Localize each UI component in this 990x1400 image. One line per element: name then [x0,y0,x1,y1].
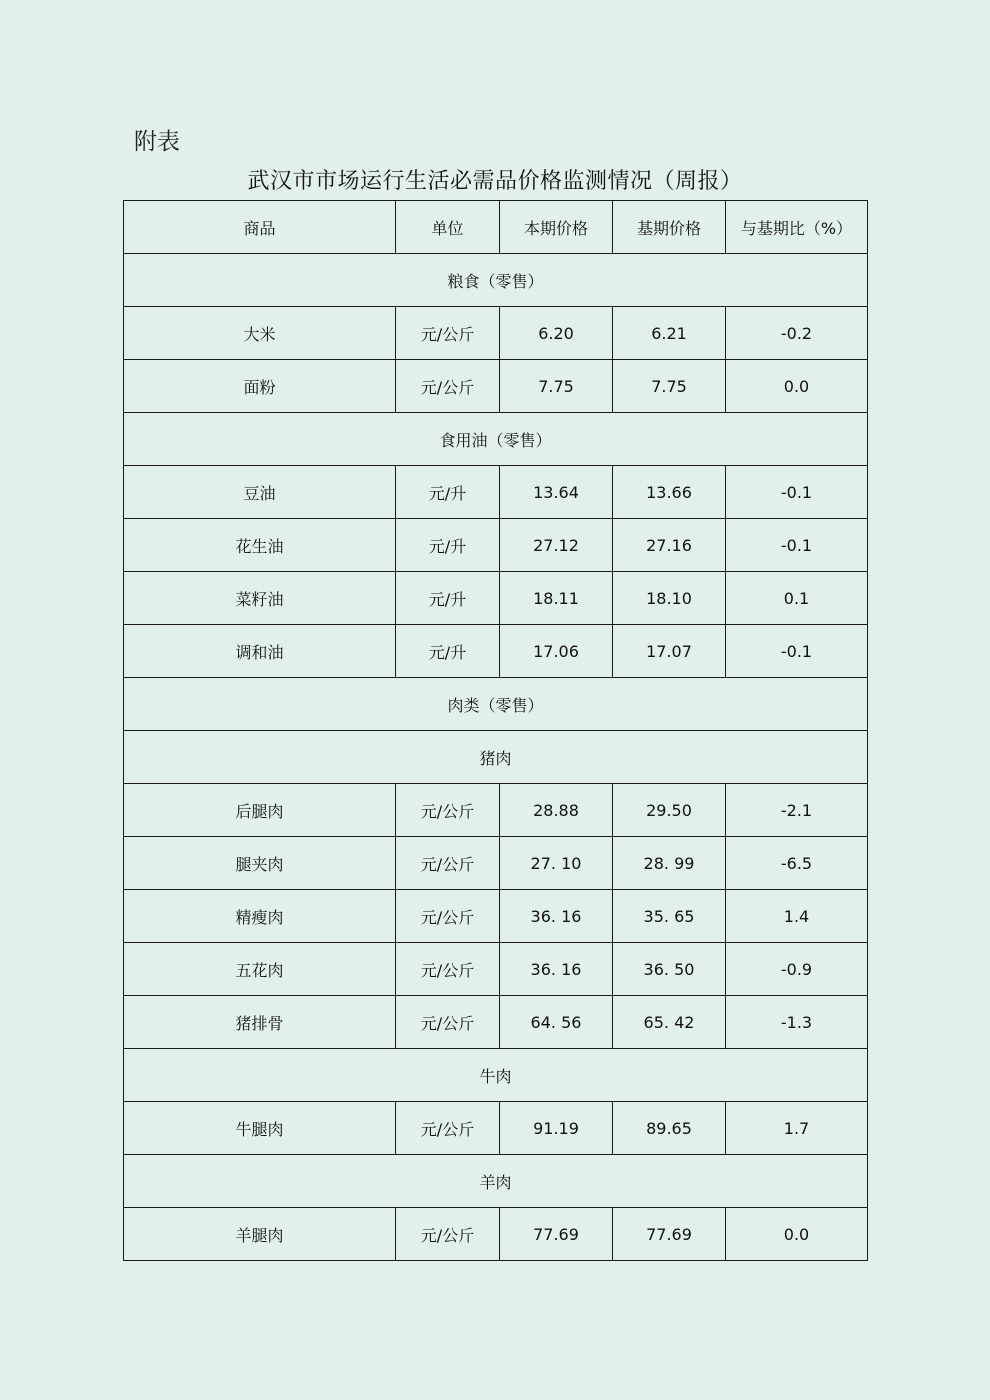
cell-product: 调和油 [124,625,396,678]
section-row [124,413,868,466]
cell-current-price: 77.69 [500,1208,613,1261]
cell-change-percent: -0.1 [726,466,868,519]
cell-change-percent: 0.1 [726,572,868,625]
cell-base-price: 6.21 [613,307,726,360]
cell-change-percent: -0.9 [726,943,868,996]
cell-current-price: 36. 16 [500,943,613,996]
cell-base-price: 89.65 [613,1102,726,1155]
header-current-price: 本期价格 [500,201,613,254]
cell-base-price: 65. 42 [613,996,726,1049]
cell-change-percent: 1.4 [726,890,868,943]
table-row [124,784,868,837]
section-title: 牛肉 [124,1049,868,1102]
table-row [124,890,868,943]
section-title: 食用油（零售） [124,413,868,466]
section-title: 羊肉 [124,1155,868,1208]
cell-change-percent: -0.1 [726,519,868,572]
cell-product: 豆油 [124,466,396,519]
cell-change-percent: 0.0 [726,1208,868,1261]
document-title: 武汉市市场运行生活必需品价格监测情况（周报） [247,169,743,194]
cell-base-price: 7.75 [613,360,726,413]
cell-product: 精瘦肉 [124,890,396,943]
cell-unit: 元/公斤 [396,784,500,837]
cell-change-percent: -0.2 [726,307,868,360]
cell-base-price: 28. 99 [613,837,726,890]
cell-unit: 元/公斤 [396,1102,500,1155]
cell-unit: 元/升 [396,572,500,625]
section-title: 肉类（零售） [124,678,868,731]
header-product: 商品 [124,201,396,254]
cell-unit: 元/公斤 [396,996,500,1049]
cell-base-price: 13.66 [613,466,726,519]
cell-current-price: 13.64 [500,466,613,519]
table-row [124,996,868,1049]
cell-product: 五花肉 [124,943,396,996]
header-base-price: 基期价格 [613,201,726,254]
cell-current-price: 64. 56 [500,996,613,1049]
table-row [124,572,868,625]
cell-change-percent: 1.7 [726,1102,868,1155]
cell-base-price: 77.69 [613,1208,726,1261]
table-row [124,360,868,413]
cell-base-price: 18.10 [613,572,726,625]
cell-change-percent: 0.0 [726,360,868,413]
table-row [124,837,868,890]
section-row [124,731,868,784]
cell-product: 牛腿肉 [124,1102,396,1155]
cell-change-percent: -2.1 [726,784,868,837]
attachment-label: 附表 [134,129,180,155]
table-row [124,307,868,360]
cell-current-price: 28.88 [500,784,613,837]
section-row [124,254,868,307]
table-row [124,625,868,678]
cell-change-percent: -6.5 [726,837,868,890]
section-title: 粮食（零售） [124,254,868,307]
cell-change-percent: -0.1 [726,625,868,678]
table-body [124,201,868,1261]
cell-current-price: 17.06 [500,625,613,678]
cell-product: 后腿肉 [124,784,396,837]
table-row [124,466,868,519]
cell-current-price: 27.12 [500,519,613,572]
cell-unit: 元/公斤 [396,307,500,360]
cell-current-price: 36. 16 [500,890,613,943]
cell-product: 菜籽油 [124,572,396,625]
cell-unit: 元/公斤 [396,890,500,943]
cell-current-price: 7.75 [500,360,613,413]
cell-base-price: 36. 50 [613,943,726,996]
cell-product: 腿夹肉 [124,837,396,890]
cell-unit: 元/公斤 [396,360,500,413]
cell-unit: 元/公斤 [396,943,500,996]
section-row [124,1049,868,1102]
cell-base-price: 35. 65 [613,890,726,943]
table-row [124,519,868,572]
table-row [124,943,868,996]
header-unit: 单位 [396,201,500,254]
table-header-row [124,201,868,254]
section-row [124,1155,868,1208]
cell-unit: 元/升 [396,625,500,678]
header-change-percent: 与基期比（%） [726,201,868,254]
cell-change-percent: -1.3 [726,996,868,1049]
cell-unit: 元/升 [396,519,500,572]
cell-current-price: 18.11 [500,572,613,625]
cell-unit: 元/公斤 [396,1208,500,1261]
cell-base-price: 29.50 [613,784,726,837]
cell-current-price: 27. 10 [500,837,613,890]
cell-base-price: 27.16 [613,519,726,572]
cell-current-price: 91.19 [500,1102,613,1155]
cell-product: 面粉 [124,360,396,413]
cell-product: 猪排骨 [124,996,396,1049]
table-row [124,1102,868,1155]
section-row [124,678,868,731]
table-row [124,1208,868,1261]
cell-unit: 元/公斤 [396,837,500,890]
cell-product: 花生油 [124,519,396,572]
cell-current-price: 6.20 [500,307,613,360]
cell-product: 大米 [124,307,396,360]
section-title: 猪肉 [124,731,868,784]
price-monitoring-table [123,200,868,1261]
cell-unit: 元/升 [396,466,500,519]
cell-base-price: 17.07 [613,625,726,678]
cell-product: 羊腿肉 [124,1208,396,1261]
